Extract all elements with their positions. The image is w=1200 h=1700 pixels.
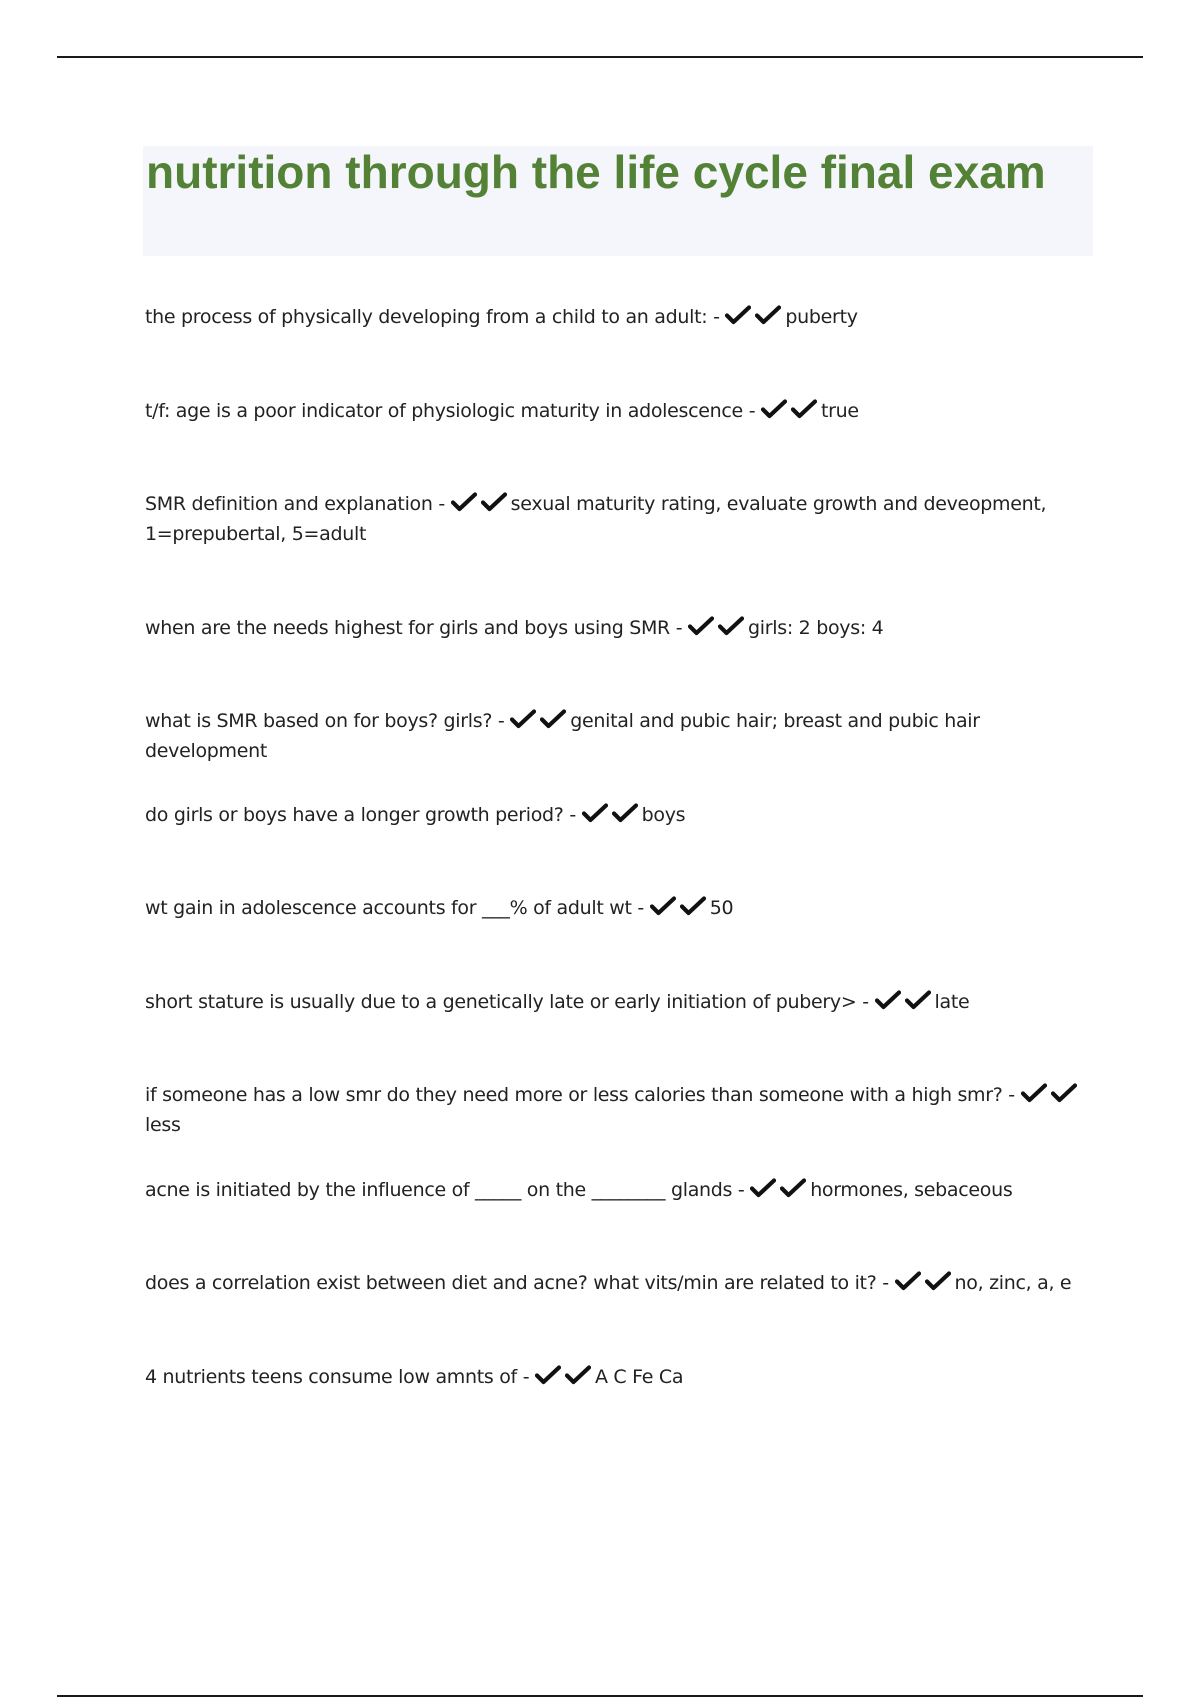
checkmark-icon <box>582 802 608 824</box>
separator: - <box>631 897 650 919</box>
question-text: acne is initiated by the influence of _____ on the ________ glands <box>145 1179 733 1201</box>
checkmark-icon <box>1051 1082 1077 1104</box>
separator: - <box>707 306 726 328</box>
checkmark-icon <box>718 615 744 637</box>
checkmark-icon <box>540 708 566 730</box>
flashcard-item <box>145 987 1095 1017</box>
answer-text: puberty <box>785 306 858 328</box>
checkmark-icon <box>875 989 901 1011</box>
flashcard-item <box>145 396 1095 426</box>
question-text: do girls or boys have a longer growth period? <box>145 804 564 826</box>
flashcard-item <box>145 706 1095 766</box>
separator: - <box>432 493 451 515</box>
separator: - <box>876 1272 895 1294</box>
checkmark-icon <box>895 1270 921 1292</box>
answer-text: boys <box>641 804 686 826</box>
checkmark-icon <box>791 398 817 420</box>
checkmark-icon <box>680 895 706 917</box>
checkmark-icon <box>925 1270 951 1292</box>
checkmark-icon <box>451 491 477 513</box>
separator: - <box>856 991 875 1013</box>
checkmark-icon <box>725 304 751 326</box>
flashcard-item <box>145 1175 1095 1205</box>
question-text: short stature is usually due to a genetically late or early initiation of pubery> <box>145 991 857 1013</box>
flashcard-item <box>145 302 1095 332</box>
question-text: does a correlation exist between diet and acne? what vits/min are related to it? <box>145 1272 877 1294</box>
document-title: nutrition through the life cycle final exam <box>146 146 1046 198</box>
answer-text: less <box>145 1114 181 1136</box>
question-text: t/f: age is a poor indicator of physiologic maturity in adolescence <box>145 400 743 422</box>
checkmark-icon <box>905 989 931 1011</box>
checkmark-icon <box>535 1364 561 1386</box>
question-text: when are the needs highest for girls and boys using SMR <box>145 617 670 639</box>
separator: - <box>669 617 689 639</box>
top-rule <box>57 56 1143 58</box>
flashcard-item <box>145 1362 1095 1392</box>
separator: - <box>742 400 761 422</box>
flashcard-item <box>145 893 1095 923</box>
checkmark-icon <box>650 895 676 917</box>
question-text: 4 nutrients teens consume low amnts of <box>145 1366 517 1388</box>
flashcard-item <box>145 489 1095 549</box>
question-text: if someone has a low smr do they need more or less calories than someone with a high smr? <box>145 1084 1003 1106</box>
answer-text: A C Fe Ca <box>595 1366 684 1388</box>
flashcard-item <box>145 613 1095 643</box>
question-text: wt gain in adolescence accounts for ___% of adult wt <box>145 897 632 919</box>
flashcard-item <box>145 1080 1095 1140</box>
question-text: SMR definition and explanation <box>145 493 433 515</box>
answer-text: late <box>934 991 970 1013</box>
answer-text: true <box>821 400 859 422</box>
separator: - <box>563 804 582 826</box>
checkmark-icon <box>565 1364 591 1386</box>
separator: - <box>516 1366 535 1388</box>
question-text: what is SMR based on for boys? girls? <box>145 710 493 732</box>
checkmark-icon <box>612 802 638 824</box>
checkmark-icon <box>481 491 507 513</box>
answer-text: 50 <box>709 897 734 919</box>
separator: - <box>492 710 511 732</box>
answer-text: girls: 2 boys: 4 <box>748 617 884 639</box>
checkmark-icon <box>510 708 536 730</box>
checkmark-icon <box>750 1177 776 1199</box>
answer-text: genital and pubic hair; breast and pubic hair development <box>145 710 980 762</box>
answer-text: hormones, sebaceous <box>810 1179 1013 1201</box>
question-text: the process of physically developing from a child to an adult: <box>145 306 708 328</box>
checkmark-icon <box>761 398 787 420</box>
flashcard-item <box>145 800 1095 830</box>
flashcard-item <box>145 1268 1095 1298</box>
separator: - <box>732 1179 751 1201</box>
checkmark-icon <box>1021 1082 1047 1104</box>
answer-text: sexual maturity rating, evaluate growth and deveopment, 1=prepubertal, 5=adult <box>145 493 1047 545</box>
bottom-rule <box>57 1695 1143 1697</box>
checkmark-icon <box>755 304 781 326</box>
checkmark-icon <box>688 615 714 637</box>
answer-text: no, zinc, a, e <box>954 1272 1072 1294</box>
checkmark-icon <box>780 1177 806 1199</box>
separator: - <box>1002 1084 1021 1106</box>
